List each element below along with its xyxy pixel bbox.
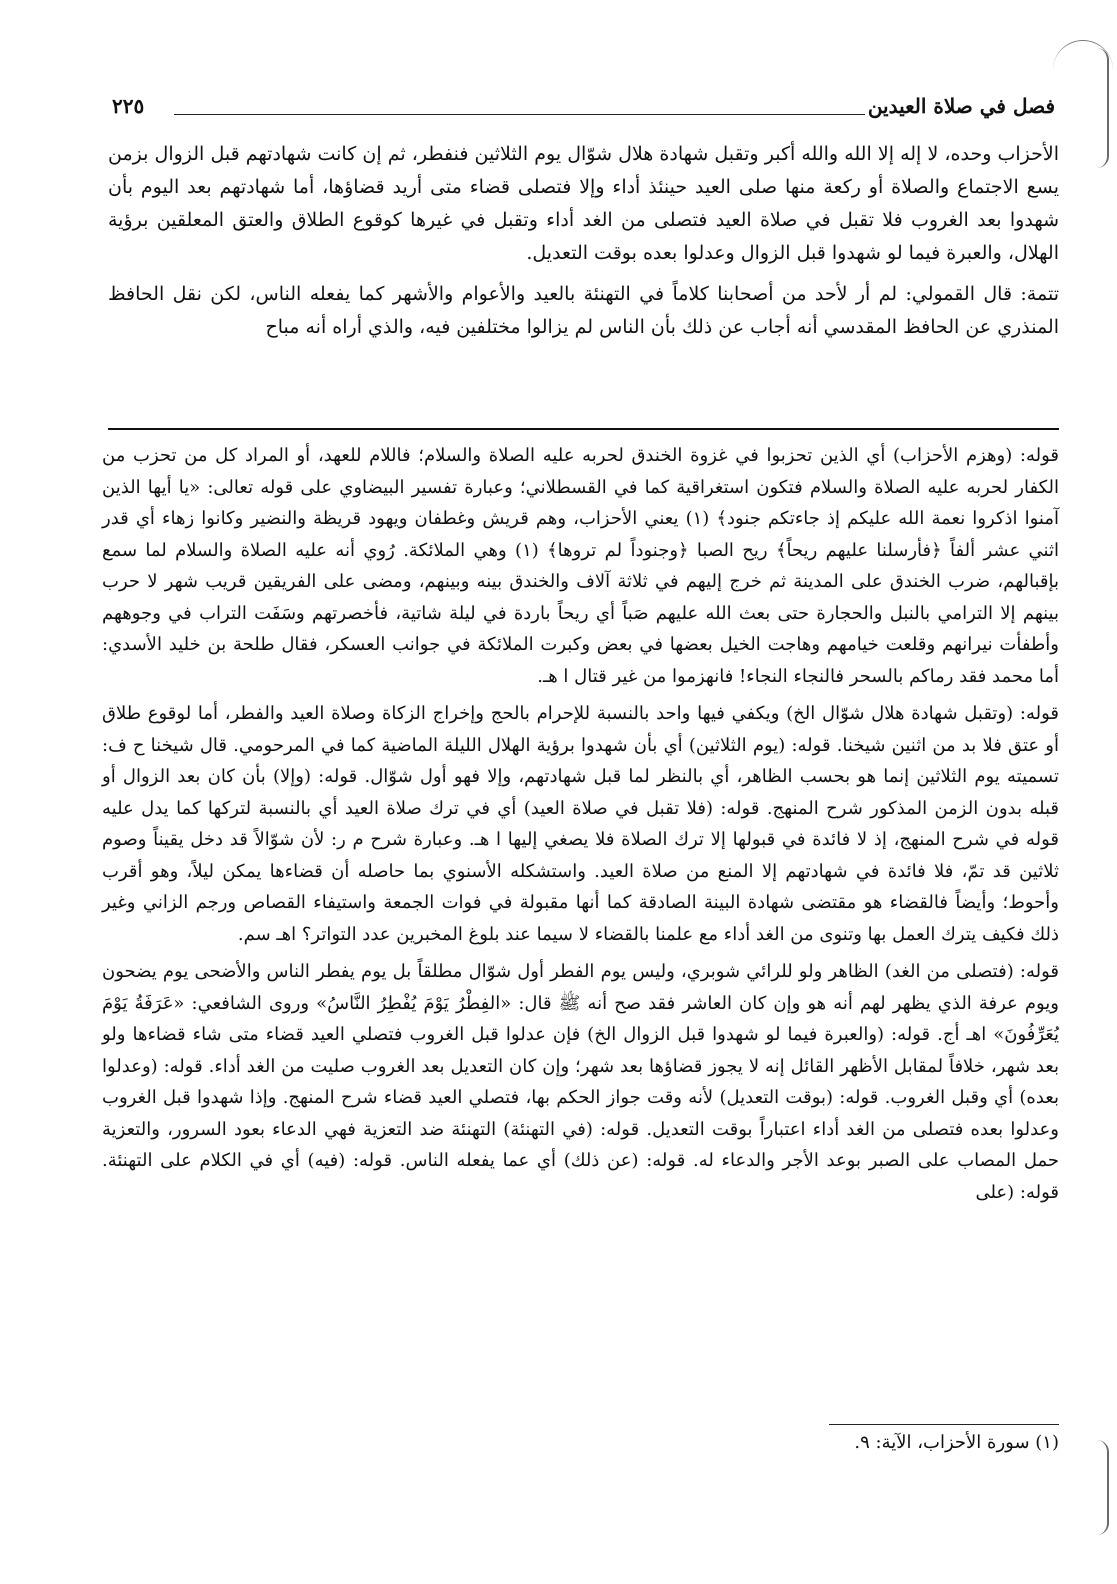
running-header [112,94,1055,128]
commentary-paragraph: قوله: (وهزم الأحزاب) أي الذين تحزبوا في غزوة الخندق لحربه عليه الصلاة والسلام؛ فاللام للعهد، أو المراد كل من تحزب من الكفار لحربه عليه الصلاة والسلام فتكون استغراقية كما في القسطلاني؛ وعبارة تفسير البيضاوي على قوله تعالى: «يا أيها الذين آمنوا اذكروا نعمة الله عليكم إذ جاءتكم جنود﴾ (١) يعني الأحزاب، وهم قريش وغطفان ويهود قريظة والنضير وكانوا زهاء أي قدر اثني عشر ألفاً ﴿فأرسلنا عليهم ريحاً﴾ ريح الصبا ﴿وجنوداً لم تروها﴾ (١) وهي الملائكة. رُوي أنه عليه الصلاة والسلام لما سمع بإقبالهم، ضرب الخندق على المدينة ثم خرج إليهم في ثلاثة آلاف والخندق بينه وبينهم، ومضى على الفريقين قريب شهر لا حرب بينهم إلا الترامي بالنبل والحجارة حتى بعث الله عليهم صَباً أي ريحاً باردة في ليلة شاتية، فأخصرتهم وسَفَت التراب في وجوههم وأطفأت نيرانهم وقلعت خيامهم وهاجت الخيل بعضها في بعض وكبرت الملائكة في جوانب العسكر، فقال طلحة بن خليد الأسدي: أما محمد فقد رماكم بالسحر فالنجاء النجاء! فانهزموا من غير قتال ا هـ. [102,445,1059,687]
page-number: ٢٢٥ [112,94,145,118]
binding-edge-artifact [1085,48,1109,168]
header-rule [174,114,865,115]
main-paragraph: تتمة: قال القمولي: لم أر لأحد من أصحابنا كلاماً في التهنئة بالعيد والأعوام والأشهر كما يفعله الناس، لكن نقل الحافظ المنذري عن الحافظ المقدسي أنه أجاب عن ذلك بأن الناس لم يزالوا مختلفين فيه، والذي أراه أنه مباح [108,283,1059,338]
commentary-paragraph: قوله: (فتصلى من الغد) الظاهر ولو للرائي شوبري، وليس يوم الفطر أول شوّال مطلقاً بل يوم يفطر الناس والأضحى يوم يضحون ويوم عرفة الذي يظهر لهم أنه هو وإن كان العاشر فقد صح أنه ﷺ قال: «الفِطْرُ يَوْمَ يُفْطِرُ النَّاسُ» وروى الشافعي: «عَرَفَةُ يَوْمَ يُعَرِّفُونَ» اهـ أج. قوله: (والعبرة فيما لو شهدوا قبل الزوال الخ) فإن عدلوا قبل الغروب فتصلي العيد قضاء متى شاء قضاءها ولو بعد شهر، خلافاً لمقابل الأظهر القائل إنه لا يجوز قضاؤها بعد شهر؛ وإن كان التعديل بعد الغروب صليت من الغد أداء. قوله: (وعدلوا بعده) أي وقبل الغروب. قوله: (بوقت التعديل) لأنه وقت جواز الحكم بها، فتصلي العيد قضاء شرح المنهج. وإذا شهدوا قبل الغروب وعدلوا بعده فتصلى من الغد أداء اعتباراً بوقت التعديل. قوله: (في التهنئة) التهنئة ضد التعزية فهي الدعاء بعود السرور، والتعزية حمل المصاب على الصبر بوعد الأجر والدعاء له. قوله: (عن ذلك) أي عما يفعله الناس. قوله: (فيه) أي في الكلام على التهنئة. قوله: (على [102,961,1060,1203]
chapter-title: فصل في صلاة العيدين [867,94,1055,118]
footnote: (١) سورة الأحزاب، الآية: ٩. [854,1432,1059,1453]
main-text [108,138,1059,344]
commentary-paragraph: قوله: (وتقبل شهادة هلال شوّال الخ) ويكفي فيها واحد بالنسبة للإحرام بالحج وإخراج الزكاة وصلاة العيد والفطر، أما لوقوع طلاق أو عتق فلا بد من اثنين شيخنا. قوله: (يوم الثلاثين) أي بأن شهدوا برؤية الهلال الليلة الماضية كما في المرحومي. قال شيخنا ح ف: تسميته يوم الثلاثين إنما هو بحسب الظاهر، أي بالنظر لما قبل شهادتهم، وإلا فهو أول شوّال. قوله: (وإلا) بأن كان بعد الزوال أو قبله بدون الزمن المذكور شرح المنهج. قوله: (فلا تقبل في صلاة العيد) أي في ترك صلاة العيد أي بالنسبة لتركها كما يدل عليه قوله في شرح المنهج، إذ لا فائدة في قبولها إلا ترك الصلاة فلا يصغي إليها ا هـ. وعبارة شرح م ر: لأن شوّالاً قد دخل يقيناً وصوم ثلاثين قد تمّ، فلا فائدة في شهادتهم إلا المنع من صلاة العيد. واستشكله الأسنوي بما حاصله أن قضاءها يمكن ليلاً، وهو أقرب وأحوط؛ وأيضاً فالقضاء هو مقتضى شهادة البينة الصادقة كما أنها مقبولة في فوات الجمعة واستيفاء القصاص ورجم الزاني وغير ذلك فكيف يترك العمل بها وتنوى من الغد أداء مع علمنا بالقضاء لا سيما عند بلوغ المخبرين عدد التواتر؟ اهـ سم. [102,703,1059,945]
binding-edge-artifact [1085,1440,1109,1535]
section-divider [108,428,1059,430]
main-paragraph: الأحزاب وحده، لا إله إلا الله والله أكبر وتقبل شهادة هلال شوّال يوم الثلاثين فنفطر، ثم إن كانت شهادتهم قبل الزوال بزمن يسع الاجتماع والصلاة أو ركعة منها صلى العيد حينئذ أداء وإلا فتصلى قضاء متى أريد قضاؤها، أما شهادتهم بعد اليوم بأن شهدوا بعد الغروب فلا تقبل في صلاة العيد فتصلى من الغد أداء وتقبل في غيرها كوقوع الطلاق والعتق المعلقين برؤية الهلال، والعبرة فيما لو شهدوا قبل الزوال وعدلوا بعده بوقت التعديل. [108,143,1059,264]
commentary-text [102,440,1059,1208]
footnote-rule [829,1424,1059,1425]
